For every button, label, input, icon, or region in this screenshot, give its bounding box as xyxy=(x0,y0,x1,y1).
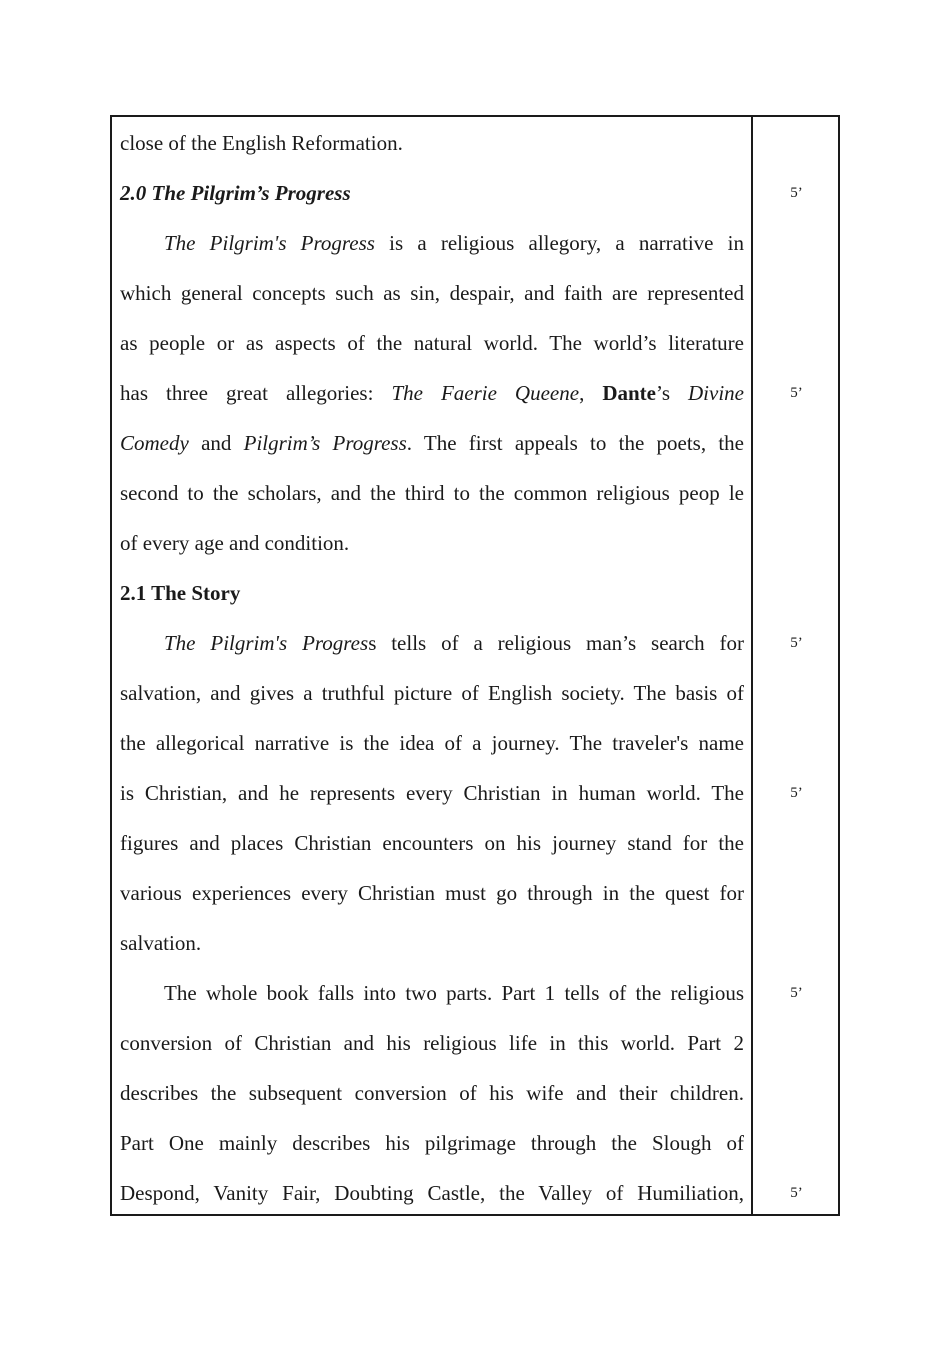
text-line: close of the English Reformation. xyxy=(120,131,403,155)
section-heading-the-story: 2.1 The Story xyxy=(120,581,241,605)
text-line xyxy=(120,418,744,468)
text-line: The whole book falls into two parts. Part 1 tells of the religious xyxy=(164,981,744,1005)
time-mark: 5’ xyxy=(790,635,803,651)
text-line xyxy=(120,368,744,418)
book-title: Pilgrim’s Progress xyxy=(243,431,407,455)
author-name: Dante xyxy=(602,381,656,405)
book-title: The Pilgrim's Progress xyxy=(164,231,375,255)
book-title: The Pilgrim's Progres xyxy=(164,631,369,655)
text-line: conversion of Christian and his religious life in this world. Part 2 xyxy=(120,1031,744,1055)
text-line: which general concepts such as sin, despair, and faith are represented xyxy=(120,281,744,305)
text-span: and xyxy=(188,431,244,455)
text-line: as people or as aspects of the natural world. The world’s literature xyxy=(120,331,744,355)
text-span: is a religious allegory, a narrative in xyxy=(374,231,744,255)
text-line: second to the scholars, and the third to the common religious peop le xyxy=(120,481,744,505)
time-mark: 5’ xyxy=(790,985,803,1001)
book-title: The Faerie Queene xyxy=(391,381,580,405)
text-span: s tells of a religious man’s search for xyxy=(368,631,745,655)
text-line: of every age and condition. xyxy=(120,531,350,555)
text-line: figures and places Christian encounters on his journey stand for the xyxy=(120,831,744,855)
time-mark: 5’ xyxy=(790,385,803,401)
section-heading-pilgrims-progress: 2.0 The Pilgrim’s Progress xyxy=(120,181,351,205)
text-line: Despond, Vanity Fair, Doubting Castle, the Valley of Humiliation, xyxy=(120,1181,744,1205)
time-mark: 5’ xyxy=(790,185,803,201)
text-line xyxy=(164,618,744,668)
text-span: has three great allegories: xyxy=(120,381,392,405)
text-span: , xyxy=(579,381,603,405)
time-mark: 5’ xyxy=(790,1185,803,1201)
text-line xyxy=(164,218,744,268)
book-title: Divine xyxy=(688,381,744,405)
text-line: the allegorical narrative is the idea of a journey. The traveler's name xyxy=(120,731,744,755)
text-span: . The first appeals to the poets, the xyxy=(406,431,744,455)
text-line: Part One mainly describes his pilgrimage through the Slough of xyxy=(120,1131,744,1155)
book-title: Comedy xyxy=(120,431,189,455)
text-line: various experiences every Christian must go through in the quest for xyxy=(120,881,744,905)
text-line: salvation. xyxy=(120,931,202,955)
time-mark: 5’ xyxy=(790,785,803,801)
text-line: describes the subsequent conversion of his wife and their children. xyxy=(120,1081,744,1105)
text-span: ’s xyxy=(656,381,689,405)
text-line: is Christian, and he represents every Christian in human world. The xyxy=(120,781,744,805)
text-line: salvation, and gives a truthful picture of English society. The basis of xyxy=(120,681,744,705)
